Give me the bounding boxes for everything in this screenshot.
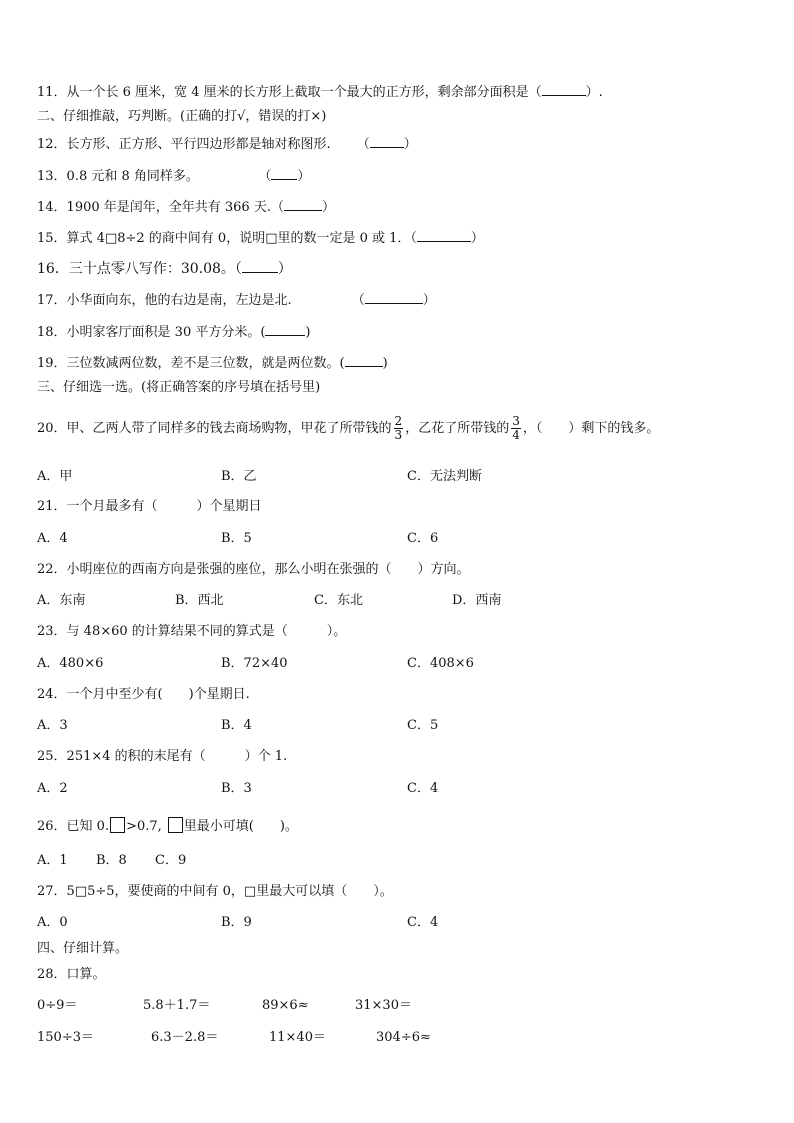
question-12 xyxy=(37,135,417,153)
paren-close: ） xyxy=(403,137,417,152)
paren-close: ） xyxy=(422,293,436,308)
fraction-numerator: 3 xyxy=(512,414,520,428)
option-b[interactable]: B．3 xyxy=(221,781,252,796)
question-13 xyxy=(37,167,310,185)
option-a[interactable]: A．1 xyxy=(37,853,68,868)
option-c[interactable]: C．5 xyxy=(407,718,439,733)
section-2-heading: 二、仔细推敲，巧判断。(正确的打√，错误的打×) xyxy=(37,109,327,124)
fraction xyxy=(394,415,404,442)
question-18-text: 18．小明家客厅面积是 30 平方分米。( xyxy=(37,325,266,340)
answer-blank[interactable] xyxy=(271,167,297,180)
option-b[interactable]: B．72×40 xyxy=(221,656,288,671)
paren-open: （ xyxy=(351,293,365,308)
blank-box xyxy=(110,817,125,833)
answer-blank[interactable] xyxy=(265,323,305,336)
answer-blank[interactable] xyxy=(284,198,322,211)
paren-close: ) xyxy=(382,356,388,371)
question-19 xyxy=(37,354,388,372)
question-17-text: 17．小华面向东，他的右边是南，左边是北. xyxy=(37,293,292,308)
question-15-text: 15．算式 4□8÷2 的商中间有 0，说明□里的数一定是 0 或 1．（ xyxy=(37,231,417,246)
question-21: 21．一个月最多有（ ）个星期日 xyxy=(37,499,262,514)
option-c[interactable]: C．4 xyxy=(407,915,439,930)
option-a[interactable]: A．2 xyxy=(37,781,68,796)
answer-blank[interactable] xyxy=(542,83,586,96)
paren-close: ） xyxy=(277,261,292,277)
option-c[interactable]: C．无法判断 xyxy=(407,469,482,484)
fraction-denominator: 3 xyxy=(394,428,403,442)
question-26-text-2: >0.7, xyxy=(126,819,162,834)
question-28: 28．口算。 xyxy=(37,967,106,982)
option-c[interactable]: C．4 xyxy=(407,781,439,796)
question-17 xyxy=(37,291,436,309)
option-b[interactable]: B．西北 xyxy=(175,593,224,608)
question-20-text-2: ，乙花了所带钱的 xyxy=(405,421,510,436)
calc-item: 31×30＝ xyxy=(355,998,412,1013)
option-a[interactable]: A．480×6 xyxy=(37,656,104,671)
fraction xyxy=(511,415,521,442)
question-18 xyxy=(37,323,311,341)
section-3-heading: 三、仔细选一选。(将正确答案的序号填在括号里) xyxy=(37,380,321,395)
question-12-text: 12．长方形、正方形、平行四边形都是轴对称图形. xyxy=(37,137,331,152)
answer-blank[interactable] xyxy=(370,135,404,148)
question-26-text-3: 里最小可填( )。 xyxy=(183,819,298,834)
question-15 xyxy=(37,229,484,247)
paren-open: （ xyxy=(356,137,370,152)
option-b[interactable]: B．乙 xyxy=(221,469,257,484)
answer-blank[interactable] xyxy=(242,260,278,273)
paren-close: ） xyxy=(321,200,335,215)
answer-blank[interactable] xyxy=(345,354,383,367)
option-b[interactable]: B．4 xyxy=(221,718,252,733)
question-20 xyxy=(37,412,659,446)
calc-item: 89×6≈ xyxy=(262,998,309,1013)
fraction-denominator: 4 xyxy=(512,428,520,442)
option-a[interactable]: A．4 xyxy=(37,531,68,546)
paren-open: （ xyxy=(264,169,272,184)
question-23: 23．与 48×60 的计算结果不同的算式是（ ）。 xyxy=(37,624,347,639)
option-c[interactable]: C．6 xyxy=(407,531,439,546)
question-16-text: 16．三十点零八写作：30.08。（ xyxy=(37,261,242,277)
fraction-numerator: 2 xyxy=(394,414,403,428)
question-22: 22．小明座位的西南方向是张强的座位，那么小明在张强的（ ）方向。 xyxy=(37,562,470,577)
option-c[interactable]: C．东北 xyxy=(314,593,363,608)
option-b[interactable]: B．8 xyxy=(96,853,127,868)
calc-item: 6.3－2.8＝ xyxy=(151,1030,219,1045)
option-a[interactable]: A．3 xyxy=(37,718,68,733)
option-b[interactable]: B．9 xyxy=(221,915,252,930)
question-19-text: 19．三位数减两位数，差不是三位数，就是两位数。( xyxy=(37,356,345,371)
paren-close: ) xyxy=(305,325,311,340)
calc-item: 11×40＝ xyxy=(269,1030,326,1045)
calc-item: 0÷9＝ xyxy=(37,998,78,1013)
question-14-text: 14．1900 年是闰年，全年共有 366 天.（ xyxy=(37,200,284,215)
question-26-text: 26．已知 0. xyxy=(37,819,110,834)
calc-item: 150÷3＝ xyxy=(37,1030,94,1045)
question-27: 27．5□5÷5，要使商的中间有 0，□里最大可以填（ ）。 xyxy=(37,884,393,899)
paren-close: ） xyxy=(470,231,484,246)
section-4-heading: 四、仔细计算。 xyxy=(37,941,129,956)
question-14 xyxy=(37,198,335,216)
answer-blank[interactable] xyxy=(365,291,423,304)
option-a[interactable]: A．0 xyxy=(37,915,68,930)
option-a[interactable]: A．甲 xyxy=(37,469,73,484)
calc-item: 304÷6≈ xyxy=(376,1030,431,1045)
option-c[interactable]: C．408×6 xyxy=(407,656,474,671)
question-24: 24．一个月中至少有( )个星期日. xyxy=(37,687,250,702)
question-16 xyxy=(37,260,292,277)
answer-blank[interactable] xyxy=(417,229,471,242)
question-13-text: 13．0.8 元和 8 角同样多。 xyxy=(37,169,199,184)
option-c[interactable]: C．9 xyxy=(155,853,187,868)
blank-box xyxy=(168,817,183,833)
question-25: 25．251×4 的积的末尾有（ ）个 1. xyxy=(37,749,288,764)
option-d[interactable]: D．西南 xyxy=(452,593,502,608)
question-20-text: 20．甲、乙两人带了同样多的钱去商场购物，甲花了所带钱的 xyxy=(37,421,392,436)
question-26 xyxy=(37,817,298,835)
option-a[interactable]: A．东南 xyxy=(37,593,86,608)
question-11-text: 11．从一个长 6 厘米，宽 4 厘米的长方形上截取一个最大的正方形，剩余部分面积是（ xyxy=(37,85,542,100)
option-b[interactable]: B．5 xyxy=(221,531,252,546)
question-20-text-3: ，（ ）剩下的钱多。 xyxy=(522,421,660,436)
paren-close: ） xyxy=(297,169,311,184)
calc-item: 5.8＋1.7＝ xyxy=(143,998,211,1013)
question-11 xyxy=(37,83,603,101)
question-11-tail: ）. xyxy=(585,85,603,100)
